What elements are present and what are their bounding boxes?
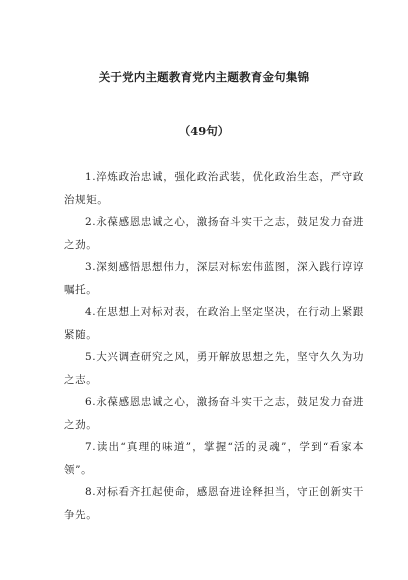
quote-item: 2.永葆感恩忠诚之心，激扬奋斗实干之志，鼓足发力奋进之劲。 bbox=[64, 216, 364, 251]
document-title: 关于党内主题教育党内主题教育金句集锦 bbox=[98, 70, 310, 84]
quote-item: 7.读出“真理的味道”，掌握“活的灵魂”，学到“看家本领”。 bbox=[64, 441, 364, 476]
quote-item: 4.在思想上对标对表，在政治上坚定坚决，在行动上紧跟紧随。 bbox=[64, 306, 364, 341]
quote-item: 3.深刻感悟思想伟力，深层对标宏伟蓝图，深入践行谆谆嘱托。 bbox=[64, 261, 364, 296]
quote-item: 5.大兴调查研究之风，勇开解放思想之先，坚守久久为功之志。 bbox=[64, 351, 364, 386]
quote-item: 6.永葆感恩忠诚之心，激扬奋斗实干之志，鼓足发力奋进之劲。 bbox=[64, 396, 364, 431]
quote-item: 8.对标看齐扛起使命，感恩奋进诠释担当，守正创新实干争先。 bbox=[64, 486, 364, 521]
quote-list bbox=[64, 166, 364, 526]
document-subtitle: （49句） bbox=[178, 124, 230, 138]
quote-item: 1.淬炼政治忠诚，强化政治武装，优化政治生态，严守政治规矩。 bbox=[64, 171, 364, 206]
